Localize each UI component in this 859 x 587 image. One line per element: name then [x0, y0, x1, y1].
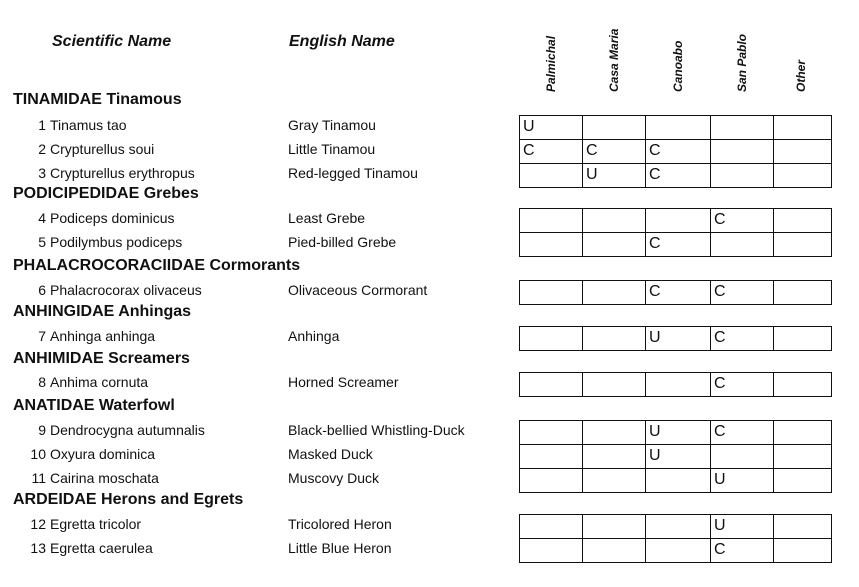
species-scientific-name [22, 422, 205, 438]
scientific-name: Dendrocygna autumnalis [50, 422, 205, 438]
status-cell-other [773, 326, 832, 351]
species-number: 4 [38, 210, 46, 226]
family-heading: ARDEIDAE Herons and Egrets [13, 491, 244, 508]
status-cell-other [773, 232, 832, 257]
status-cell-other [773, 280, 832, 305]
species-english-name: Little Tinamou [288, 141, 376, 157]
status-cell-other [773, 115, 832, 140]
species-number: 2 [38, 141, 46, 157]
species-english-name: Gray Tinamou [288, 117, 376, 133]
species-number: 13 [30, 540, 46, 556]
status-cell-san-pablo: C [710, 538, 774, 563]
scientific-name: Tinamus tao [50, 117, 127, 133]
status-cell-other [773, 139, 832, 164]
species-english-name: Tricolored Heron [288, 516, 392, 532]
status-cell-casa-maria: U [582, 163, 646, 188]
family-heading: ANATIDAE Waterfowl [13, 397, 175, 414]
scientific-name: Anhima cornuta [50, 374, 149, 390]
status-cell-other [773, 444, 832, 469]
species-number: 10 [30, 446, 46, 462]
family-heading: PODICIPEDIDAE Grebes [13, 185, 199, 202]
family-heading: PHALACROCORACIIDAE Cormorants [13, 257, 301, 274]
status-cell-casa-maria [582, 372, 646, 397]
status-cell-canoabo [645, 372, 711, 397]
status-cell-san-pablo [710, 139, 774, 164]
status-cell-palmichal [519, 372, 583, 397]
status-cell-other [773, 372, 832, 397]
species-number: 3 [38, 165, 46, 181]
status-cell-canoabo: C [645, 163, 711, 188]
status-cell-casa-maria: C [582, 139, 646, 164]
species-number: 1 [38, 117, 46, 133]
species-english-name: Muscovy Duck [288, 470, 380, 486]
species-english-name: Olivaceous Cormorant [288, 282, 428, 298]
species-scientific-name [22, 282, 202, 298]
scientific-name: Anhinga anhinga [50, 328, 156, 344]
species-scientific-name [22, 234, 182, 250]
species-english-name: Pied-billed Grebe [288, 234, 397, 250]
status-cell-casa-maria [582, 468, 646, 493]
status-cell-palmichal [519, 208, 583, 233]
english-name-header: English Name [289, 33, 395, 50]
species-english-name: Horned Screamer [288, 374, 399, 390]
status-cell-san-pablo [710, 163, 774, 188]
species-scientific-name [22, 165, 195, 181]
status-cell-canoabo [645, 538, 711, 563]
species-number: 5 [38, 234, 46, 250]
status-cell-palmichal: C [519, 139, 583, 164]
status-cell-palmichal [519, 514, 583, 539]
status-cell-palmichal [519, 232, 583, 257]
species-english-name: Masked Duck [288, 446, 373, 462]
species-scientific-name [22, 141, 154, 157]
status-cell-palmichal [519, 326, 583, 351]
status-cell-palmichal: U [519, 115, 583, 140]
family-heading: TINAMIDAE Tinamous [13, 91, 182, 108]
site-header-casa-maria: Casa Maria [607, 28, 621, 92]
status-cell-casa-maria [582, 326, 646, 351]
scientific-name: Podilymbus podiceps [50, 234, 183, 250]
species-english-name: Little Blue Heron [288, 540, 392, 556]
status-cell-canoabo: C [645, 139, 711, 164]
status-cell-canoabo [645, 514, 711, 539]
species-number: 6 [38, 282, 46, 298]
status-cell-canoabo: U [645, 326, 711, 351]
status-cell-other [773, 208, 832, 233]
species-scientific-name [22, 328, 155, 344]
species-scientific-name [22, 470, 159, 486]
status-cell-palmichal [519, 468, 583, 493]
status-cell-other [773, 468, 832, 493]
species-number: 9 [38, 422, 46, 438]
status-cell-canoabo: C [645, 280, 711, 305]
family-heading: ANHIMIDAE Screamers [13, 350, 190, 367]
species-scientific-name [22, 117, 127, 133]
status-cell-canoabo: U [645, 444, 711, 469]
species-english-name: Least Grebe [288, 210, 366, 226]
status-cell-san-pablo: U [710, 468, 774, 493]
status-cell-canoabo [645, 115, 711, 140]
site-header-palmichal: Palmichal [544, 35, 558, 92]
status-cell-casa-maria [582, 420, 646, 445]
species-scientific-name [22, 540, 153, 556]
scientific-name: Cairina moschata [50, 470, 159, 486]
species-scientific-name [22, 374, 148, 390]
status-cell-san-pablo: U [710, 514, 774, 539]
status-cell-other [773, 420, 832, 445]
status-cell-palmichal [519, 163, 583, 188]
status-cell-casa-maria [582, 514, 646, 539]
status-cell-san-pablo: C [710, 280, 774, 305]
status-cell-casa-maria [582, 232, 646, 257]
scientific-name: Crypturellus soui [50, 141, 155, 157]
status-cell-san-pablo [710, 444, 774, 469]
family-heading: ANHINGIDAE Anhingas [13, 303, 192, 320]
status-cell-san-pablo [710, 232, 774, 257]
status-cell-other [773, 514, 832, 539]
status-cell-san-pablo: C [710, 208, 774, 233]
species-number: 12 [30, 516, 46, 532]
species-number: 11 [31, 470, 46, 486]
status-cell-palmichal [519, 420, 583, 445]
status-cell-san-pablo: C [710, 420, 774, 445]
scientific-name: Oxyura dominica [50, 446, 156, 462]
status-cell-san-pablo: C [710, 326, 774, 351]
species-scientific-name [22, 210, 175, 226]
status-cell-other [773, 163, 832, 188]
scientific-name: Egretta tricolor [50, 516, 142, 532]
site-header-canoabo: Canoabo [671, 40, 685, 92]
species-english-name: Anhinga [288, 328, 340, 344]
scientific-name-header: Scientific Name [52, 33, 172, 50]
status-cell-casa-maria [582, 444, 646, 469]
species-english-name: Black-bellied Whistling-Duck [288, 422, 465, 438]
status-cell-san-pablo: C [710, 372, 774, 397]
status-cell-other [773, 538, 832, 563]
status-cell-canoabo [645, 208, 711, 233]
site-header-other: Other [794, 59, 808, 92]
species-english-name: Red-legged Tinamou [288, 165, 418, 181]
status-cell-casa-maria [582, 280, 646, 305]
scientific-name: Podiceps dominicus [50, 210, 175, 226]
scientific-name: Phalacrocorax olivaceus [50, 282, 202, 298]
status-cell-canoabo: U [645, 420, 711, 445]
status-cell-palmichal [519, 538, 583, 563]
status-cell-canoabo: C [645, 232, 711, 257]
status-cell-casa-maria [582, 115, 646, 140]
site-header-san-pablo: San Pablo [735, 33, 749, 92]
species-number: 8 [38, 374, 46, 390]
status-cell-canoabo [645, 468, 711, 493]
species-number: 7 [38, 328, 46, 344]
status-cell-palmichal [519, 444, 583, 469]
scientific-name: Egretta caerulea [50, 540, 153, 556]
scientific-name: Crypturellus erythropus [50, 165, 195, 181]
status-cell-casa-maria [582, 208, 646, 233]
species-scientific-name [22, 516, 141, 532]
status-cell-casa-maria [582, 538, 646, 563]
species-scientific-name [22, 446, 155, 462]
status-cell-san-pablo [710, 115, 774, 140]
status-cell-palmichal [519, 280, 583, 305]
